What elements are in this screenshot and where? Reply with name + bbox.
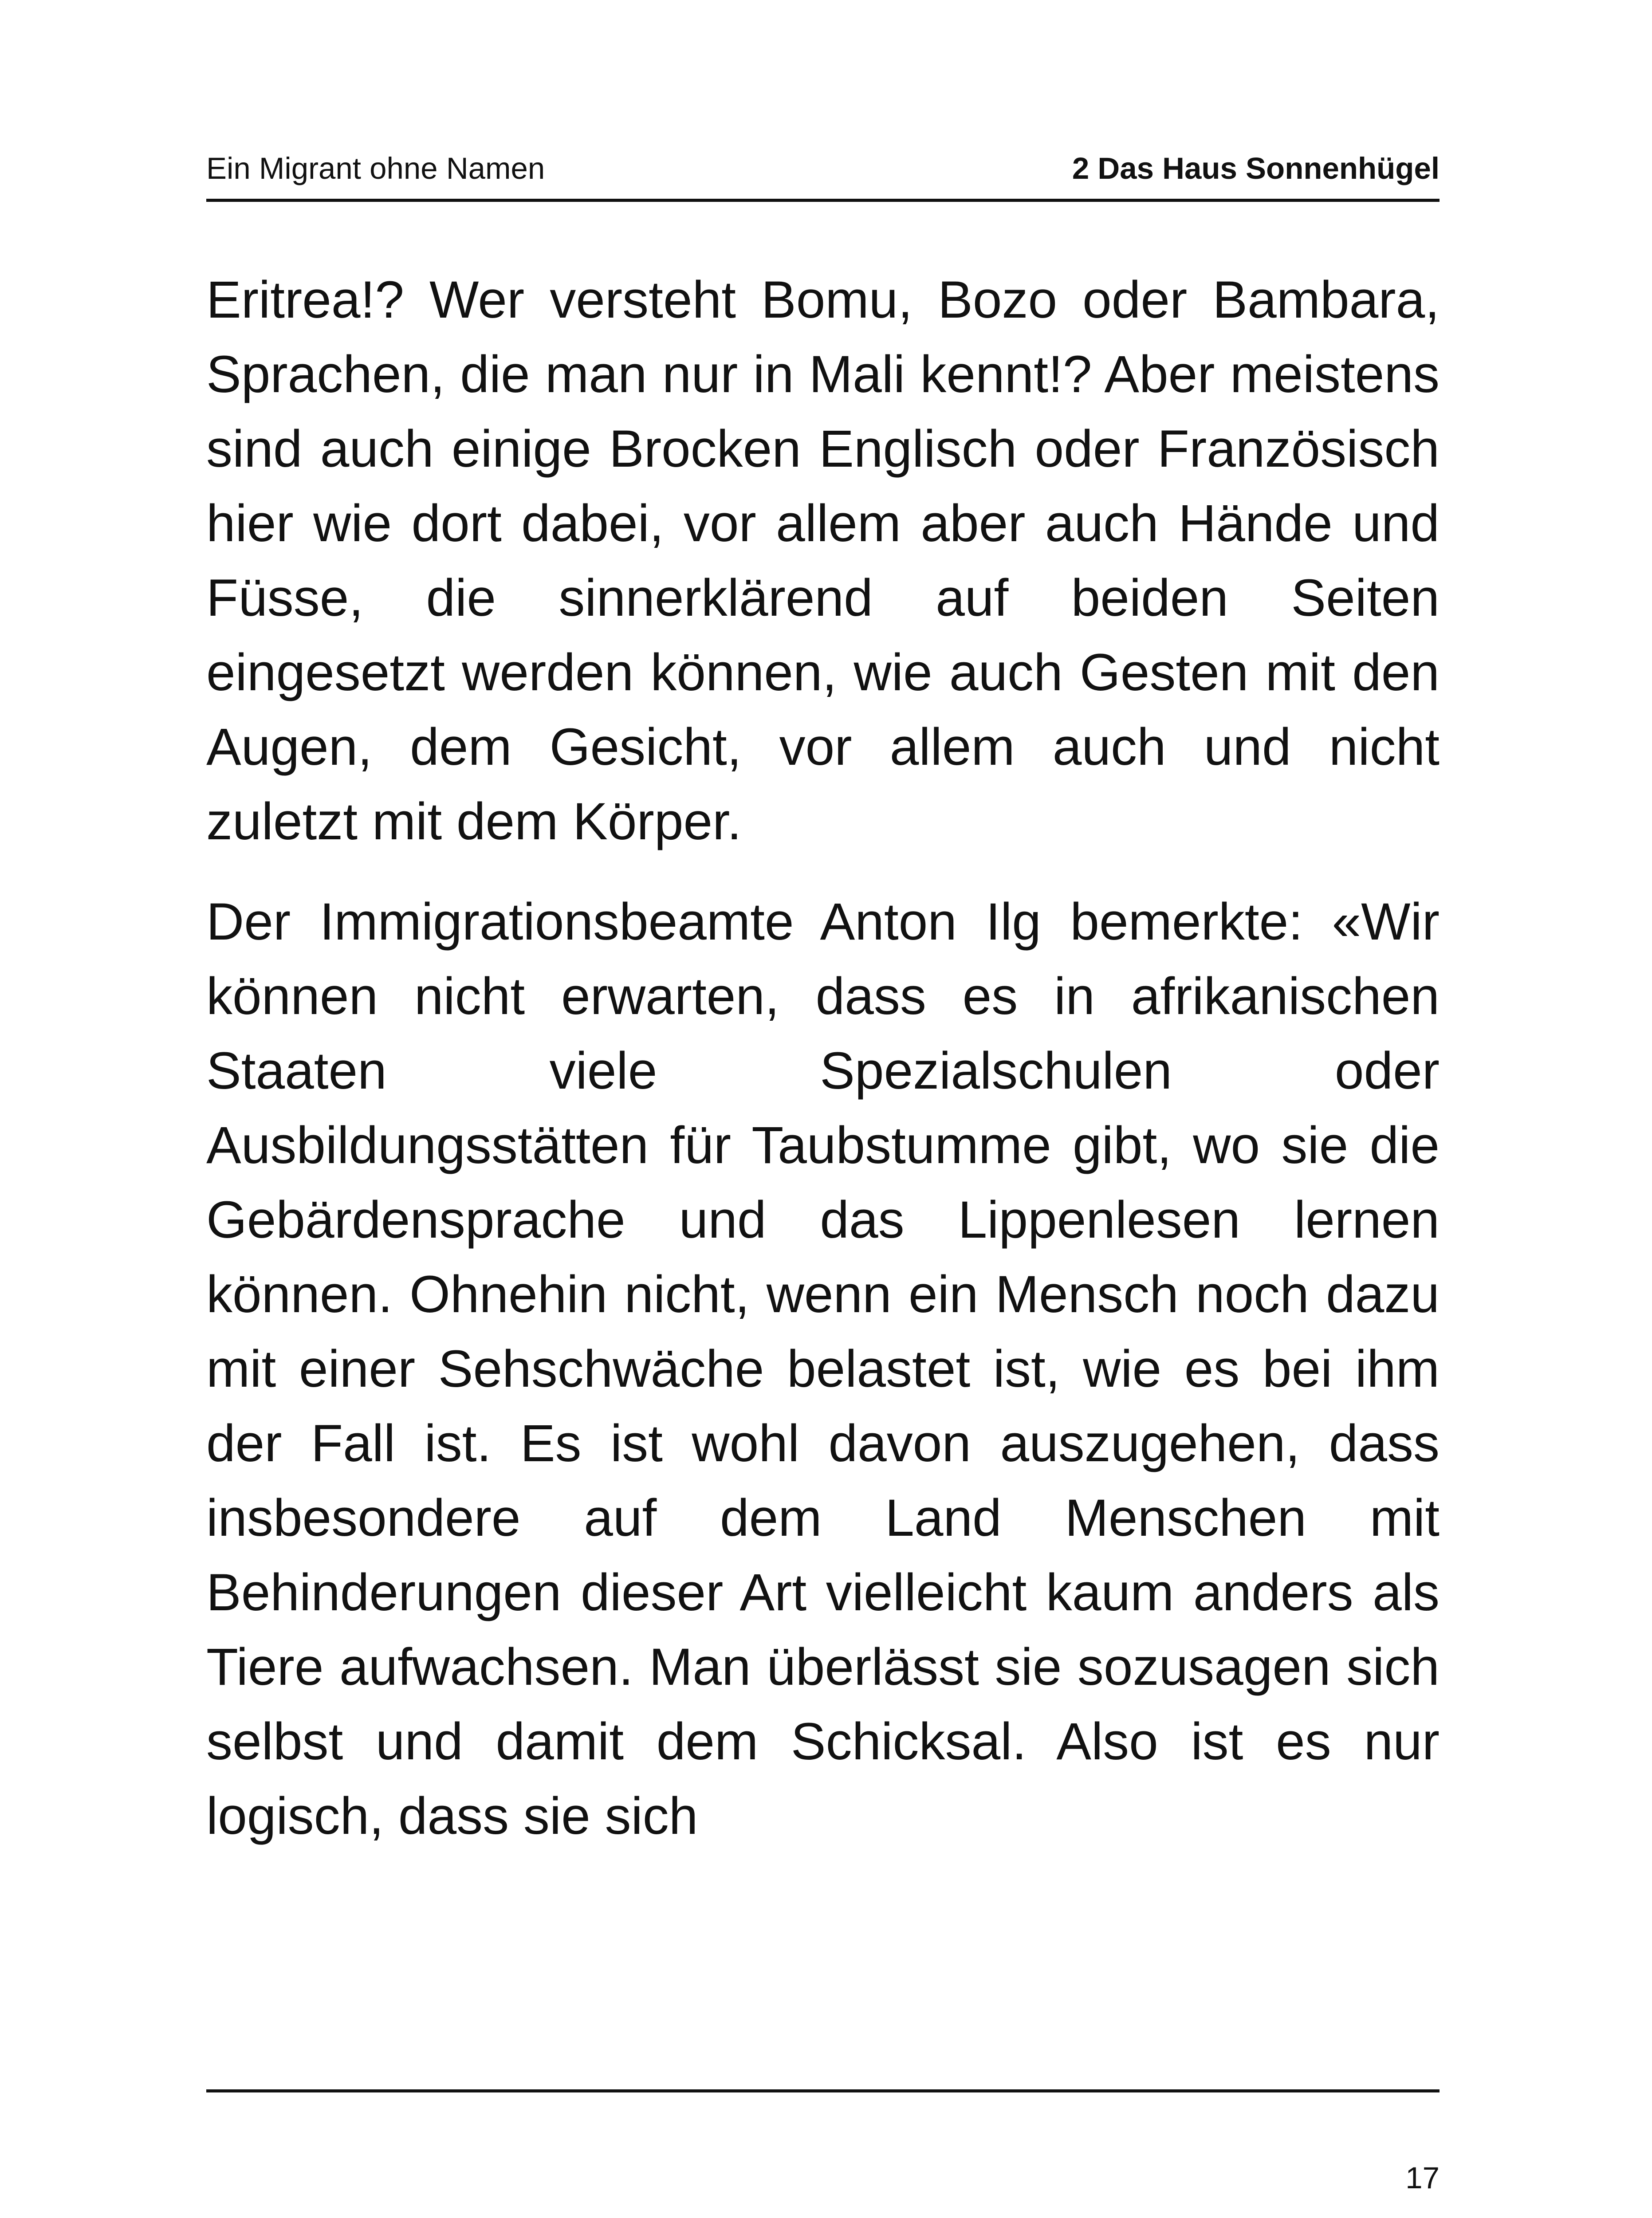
paragraph-2: Der Immigrationsbeamte Anton Ilg bemerkte: «Wir können nicht erwarten, dass es in afrikanischen Staaten viele Spezialschulen oder Ausbildungsstätten für Taubstumme gibt, wo sie die Gebärdensprache und das Lippenlesen lernen können. Ohnehin nicht, wenn ein Mensch noch dazu mit einer Sehschwäche belastet ist, wie es bei ihm der Fall ist. Es ist wohl davon auszugehen, dass insbesondere auf dem Land Menschen mit Behinderungen dieser Art vielleicht kaum anders als Tiere aufwachsen. Man überlässt sie sozusagen sich selbst und damit dem Schicksal. Also ist es nur logisch, dass sie sich	[206, 893, 1440, 1845]
chapter-title: 2 Das Haus Sonnenhügel	[1072, 151, 1440, 185]
running-header	[206, 153, 1440, 202]
footer-rule	[206, 2089, 1440, 2092]
page-body	[206, 263, 1440, 1853]
page-number: 17	[1405, 2161, 1440, 2195]
book-title: Ein Migrant ohne Namen	[206, 151, 545, 185]
paragraph-1: Eritrea!? Wer versteht Bomu, Bozo oder Bambara, Sprachen, die man nur in Mali kennt!? Aber meistens sind auch einige Brocken Englisch oder Französisch hier wie dort dabei, vor allem aber auch Hände und Füsse, die sinnerklärend auf beiden Seiten eingesetzt werden können, wie auch Gesten mit den Augen, dem Gesicht, vor allem auch und nicht zuletzt mit dem Körper.	[206, 271, 1440, 851]
